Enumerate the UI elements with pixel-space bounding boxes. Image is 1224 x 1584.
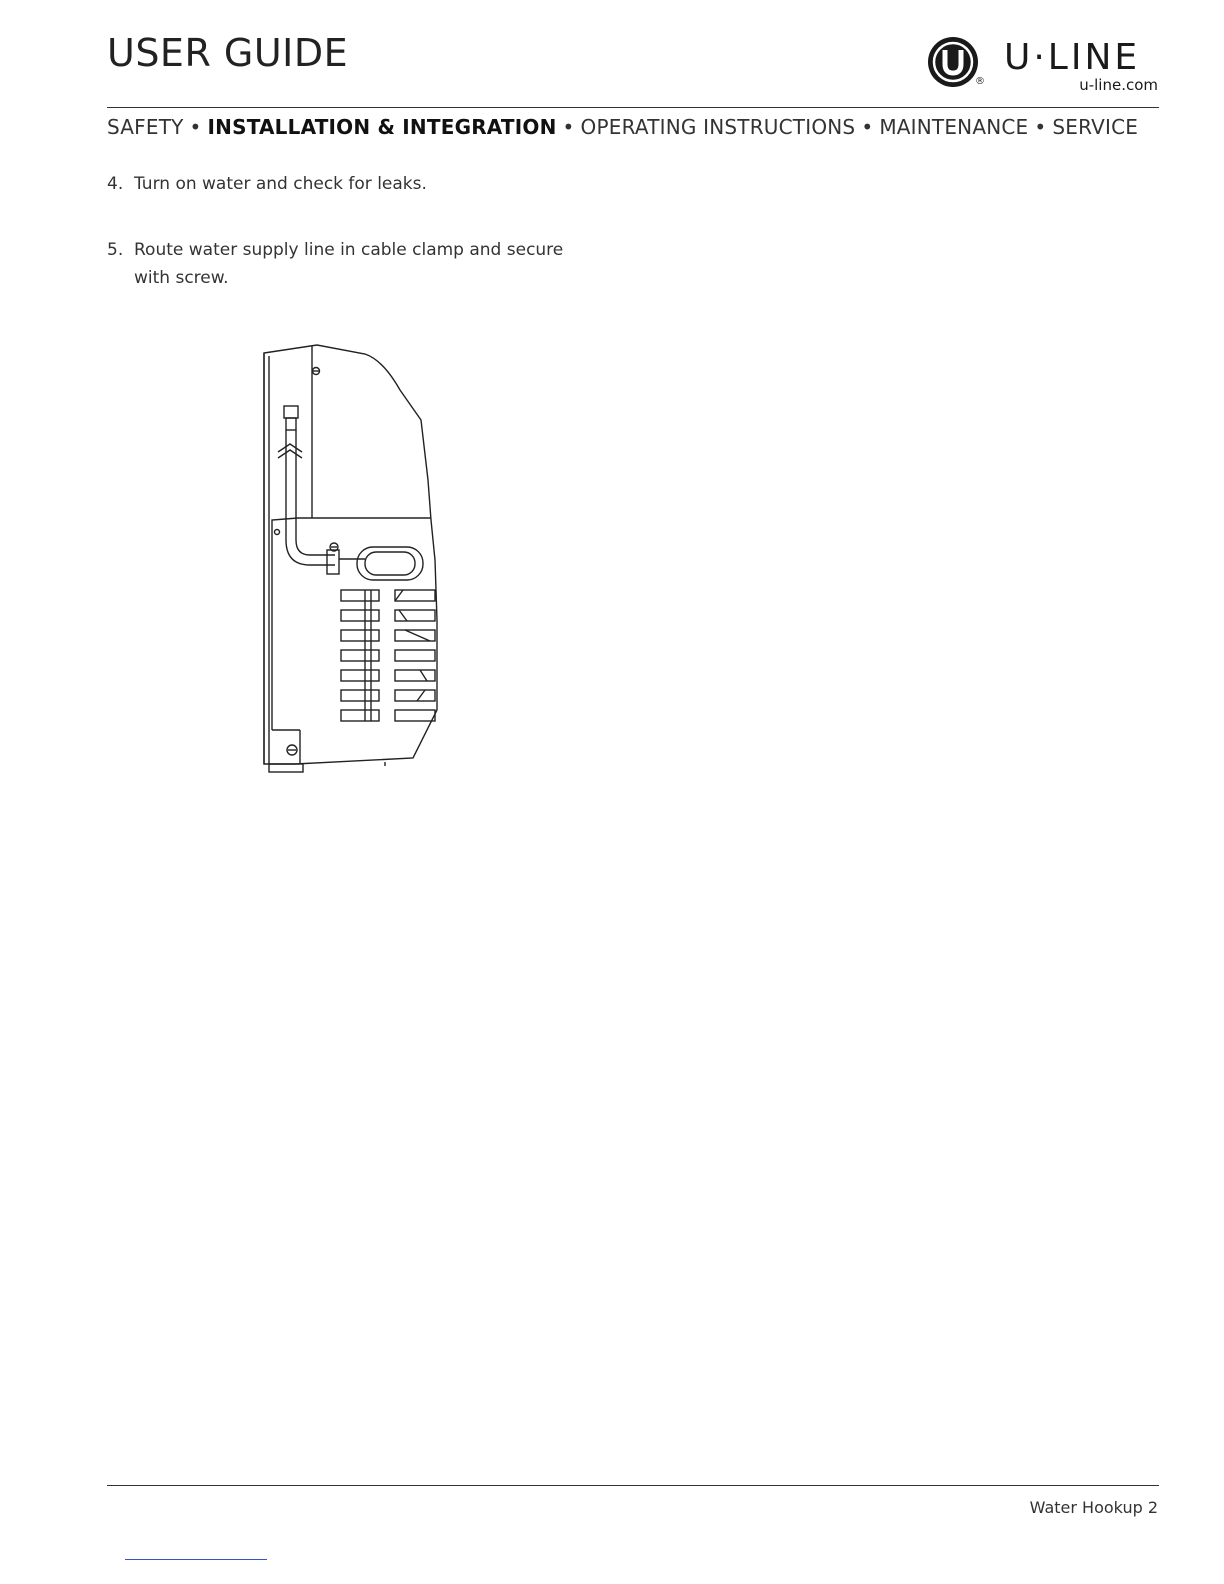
step-text: Route water supply line in cable clamp and secure with screw. — [134, 240, 564, 288]
page-footer: Water Hookup 2 — [1029, 1498, 1158, 1517]
nav-separator: • — [861, 115, 874, 139]
registered-mark: ® — [975, 76, 985, 87]
step-number: 5. — [107, 240, 124, 260]
nav-item-service[interactable]: SERVICE — [1052, 115, 1139, 139]
brand-url[interactable]: u-line.com — [1079, 76, 1158, 94]
water-line-diagram — [255, 340, 455, 780]
nav-item-maintenance[interactable]: MAINTENANCE — [879, 115, 1029, 139]
header-divider — [107, 107, 1159, 108]
nav-separator: • — [1034, 115, 1047, 139]
nav-item-installation[interactable]: INSTALLATION & INTEGRATION — [207, 115, 557, 139]
brand-wordmark: U·LINE — [1004, 37, 1141, 78]
footer-divider — [107, 1485, 1159, 1486]
step-4 — [107, 170, 604, 198]
nav-item-safety[interactable]: SAFETY — [107, 115, 184, 139]
step-text: Turn on water and check for leaks. — [134, 174, 427, 194]
page-title: USER GUIDE — [107, 31, 349, 75]
section-nav — [107, 115, 1159, 139]
nav-separator: • — [562, 115, 575, 139]
step-number: 4. — [107, 174, 124, 194]
brand-logo — [926, 34, 1166, 96]
nav-item-operating[interactable]: OPERATING INSTRUCTIONS — [580, 115, 856, 139]
u-line-logo-icon — [926, 34, 982, 90]
nav-separator: • — [189, 115, 202, 139]
step-5 — [107, 236, 604, 292]
footer-link-underline — [125, 1559, 267, 1560]
